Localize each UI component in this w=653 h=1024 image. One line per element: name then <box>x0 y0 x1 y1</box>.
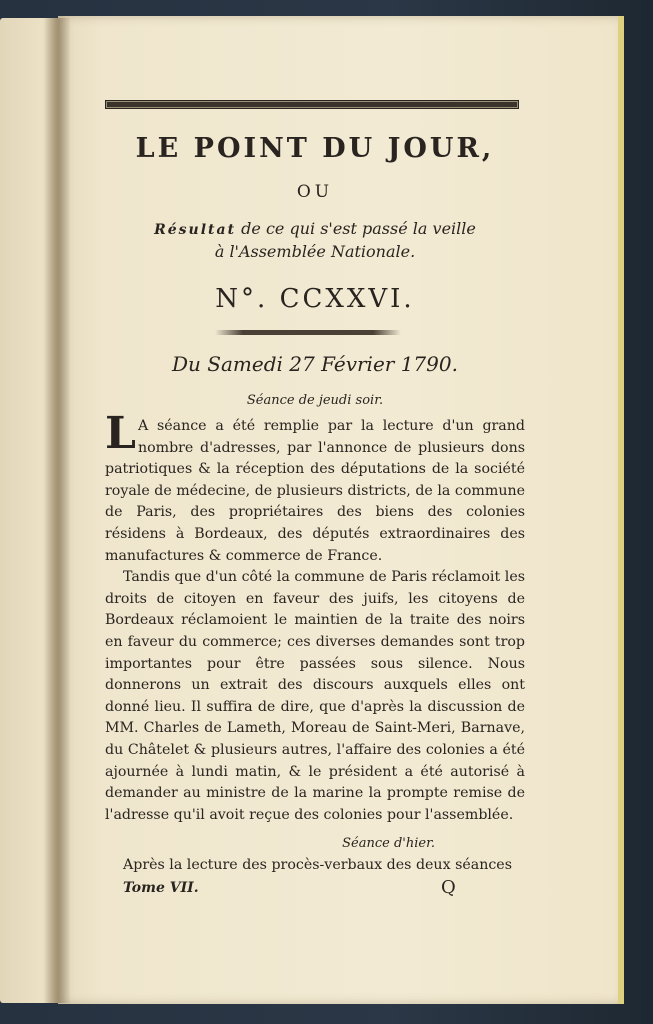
subtitle-rest: de ce qui s'est passé la veille <box>241 219 476 238</box>
page-gutter <box>44 18 70 1003</box>
issue-date: Du Samedi 27 Février 1790. <box>172 352 458 376</box>
journal-subtitle <box>105 218 525 262</box>
drop-cap: L <box>105 408 136 459</box>
paragraph-1-text: A séance a été remplie par la lecture d'un grand nombre d'adresses, par l'annonce de plusieurs dons patriotiques & la réception des députations de la société royale de médecine, de plusieurs districts, de la commune de Paris, des propriétaires des biens des colonies résidens à Bordeaux, des députés extraordinaires des manufactures & commerce de France. <box>105 418 525 564</box>
issue-number: N°. CCXXVI. <box>215 284 415 314</box>
signature-mark: Q <box>441 877 456 898</box>
session-heading-1: Séance de jeudi soir. <box>246 393 384 408</box>
session-heading-2: Séance d'hier. <box>342 836 435 851</box>
ornament-rule <box>215 330 401 335</box>
tome-footer: Tome VII. <box>123 880 199 896</box>
title-conjunction: OU <box>296 182 334 202</box>
paragraph-1 <box>105 408 525 567</box>
paragraph-3: Après la lecture des procès-verbaux des deux séances <box>123 857 512 873</box>
journal-title: LE POINT DU JOUR, <box>135 133 495 164</box>
subtitle-prefix: Résultat <box>154 222 237 238</box>
top-rule <box>105 100 519 109</box>
subtitle-line2: à l'Assemblée Nationale. <box>214 242 416 261</box>
page-content <box>105 0 525 1024</box>
paragraph-2: Tandis que d'un côté la commune de Paris réclamoit les droits de citoyen en faveur des juifs, les citoyens de Bordeaux réclamoient le maintien de la traite des noirs en faveur du commerce; ces diverses demandes sont trop importantes pour être passées sous silence. Nous donnerons un extrait des discours auxquels elles ont donné lieu. Il suffira de dire, que d'après la discussion de MM. Charles de Lameth, Moreau de Saint-Meri, Barnave, du Châtelet & plusieurs autres, l'affaire des colonies a été ajournée à lundi matin, & le président a été autorisé à demander au ministre de la marine la prompte remise de l'adresse qu'il avoit reçue des colonies pour l'assemblée. <box>105 569 525 823</box>
body-text <box>105 408 525 826</box>
